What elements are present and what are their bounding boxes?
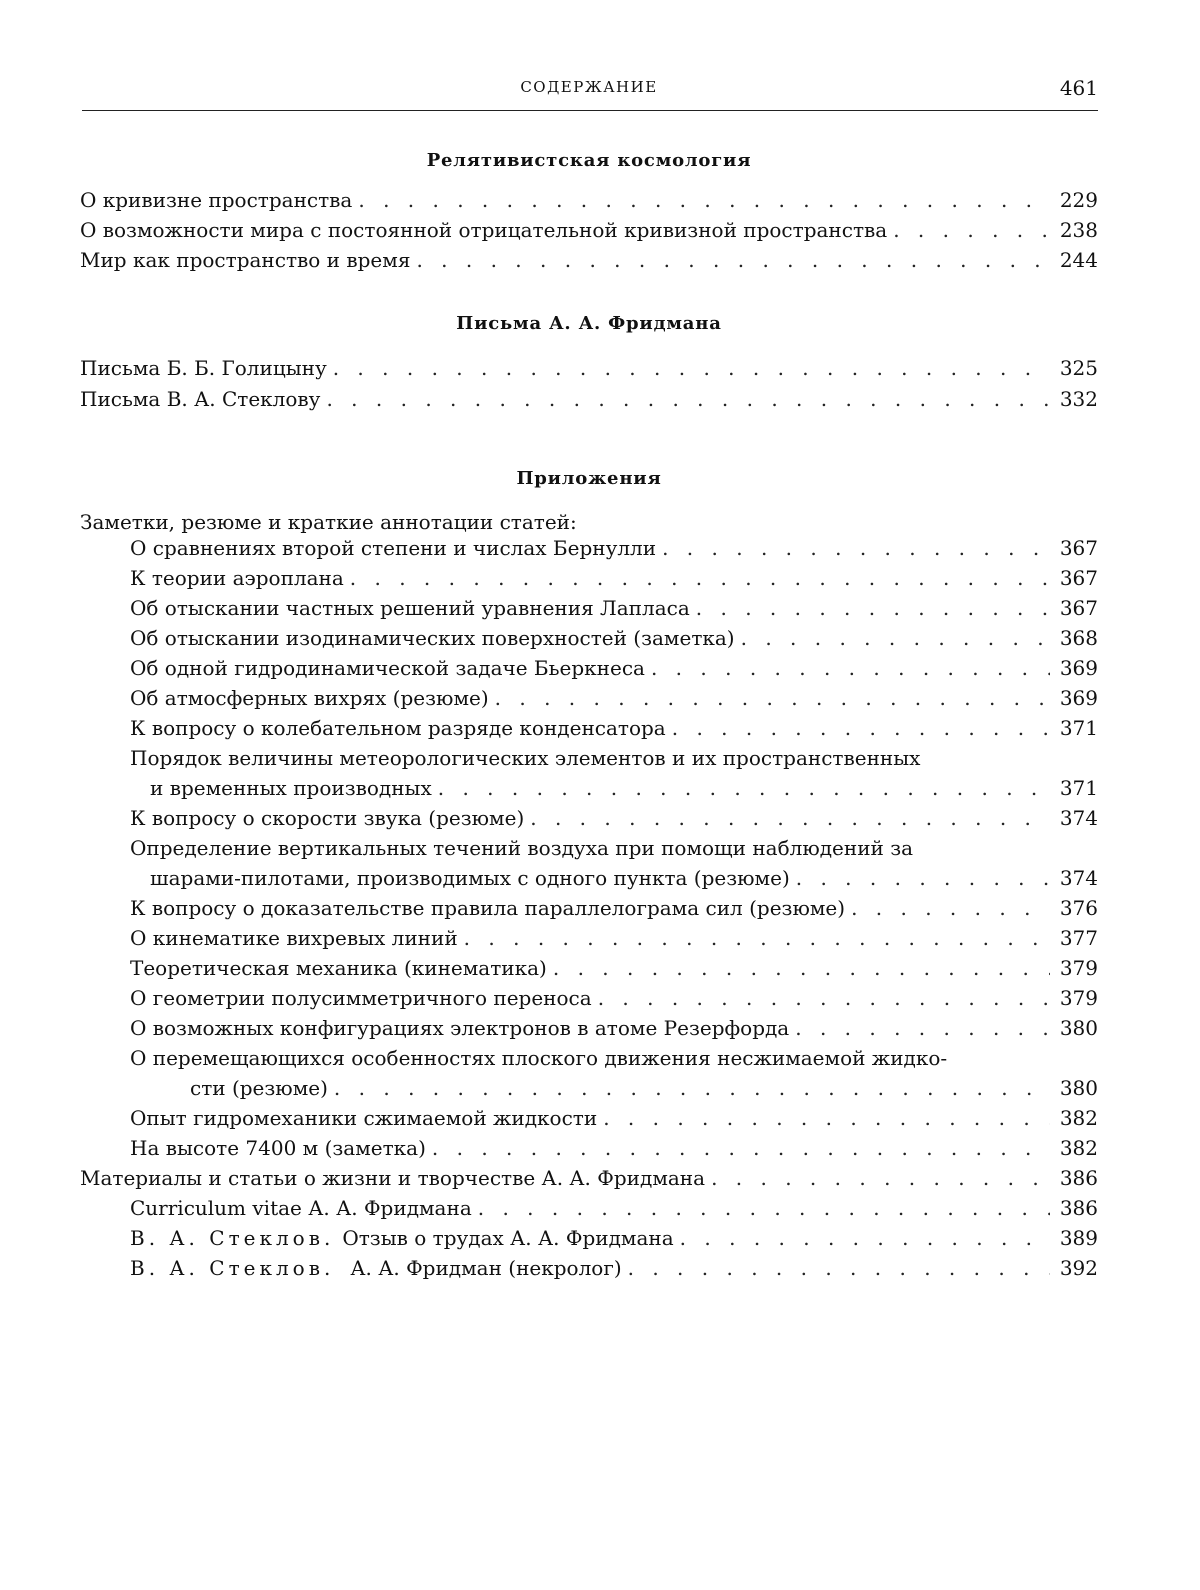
entry-title: О возможных конфигурациях электронов в атоме Резерфорда bbox=[130, 1016, 790, 1040]
dot-leader bbox=[432, 776, 1050, 800]
toc-entry bbox=[130, 1256, 1098, 1286]
entry-page: 379 bbox=[1059, 986, 1098, 1010]
entry-title: На высоте 7400 м (заметка) bbox=[130, 1136, 426, 1160]
entry-page: 382 bbox=[1059, 1106, 1098, 1130]
toc-entry bbox=[80, 188, 1098, 218]
entry-title: К теории аэроплана bbox=[130, 566, 344, 590]
entry-title: Опыт гидромеханики сжимаемой жидкости bbox=[130, 1106, 598, 1130]
entry-page: 389 bbox=[1059, 1226, 1098, 1250]
toc-entry bbox=[130, 656, 1098, 686]
entry-title: Об атмосферных вихрях (резюме) bbox=[130, 686, 489, 710]
entry-page: 229 bbox=[1059, 188, 1098, 212]
entry-page: 374 bbox=[1059, 806, 1098, 830]
toc-entry bbox=[80, 387, 1098, 417]
entry-page: 377 bbox=[1059, 926, 1098, 950]
entry-title: Об отыскании изодинамических поверхностей (заметка) bbox=[130, 626, 735, 650]
toc-entry bbox=[80, 356, 1098, 386]
entry-title: Об одной гидродинамической задаче Бьеркнеса bbox=[130, 656, 645, 680]
dot-leader bbox=[690, 596, 1050, 620]
entry-page: 374 bbox=[1059, 866, 1098, 890]
entry-page: 369 bbox=[1059, 656, 1098, 680]
entry-title: шарами-пилотами, производимых с одного пункта (резюме) bbox=[150, 866, 790, 890]
toc-entry bbox=[130, 686, 1098, 716]
dot-leader bbox=[597, 1106, 1050, 1130]
entry-author: В. А. Стеклов. bbox=[130, 1226, 335, 1250]
toc-entry bbox=[150, 776, 1098, 806]
entry-title: О сравнениях второй степени и числах Бернулли bbox=[130, 536, 657, 560]
entry-title: и временных производных bbox=[150, 776, 432, 800]
toc-entry bbox=[130, 926, 1098, 956]
entry-page: 369 bbox=[1059, 686, 1098, 710]
group-heading: Заметки, резюме и краткие аннотации статей: bbox=[80, 510, 577, 534]
toc-entry bbox=[130, 1016, 1098, 1046]
toc-entry bbox=[130, 626, 1098, 656]
entry-title: Отзыв о трудах А. А. Фридмана bbox=[342, 1226, 674, 1250]
dot-leader bbox=[458, 926, 1050, 950]
entry-title: Curriculum vitae А. А. Фридмана bbox=[130, 1196, 472, 1220]
dot-leader bbox=[410, 248, 1050, 272]
entry-title: О кривизне пространства bbox=[80, 188, 353, 212]
entry-title: К вопросу о доказательстве правила параллелограма сил (резюме) bbox=[130, 896, 846, 920]
toc-entry bbox=[130, 1106, 1098, 1136]
section-heading: Приложения bbox=[516, 468, 662, 489]
dot-leader bbox=[320, 387, 1050, 411]
dot-leader bbox=[705, 1166, 1050, 1190]
dot-leader bbox=[489, 686, 1050, 710]
dot-leader bbox=[328, 1076, 1050, 1100]
entry-page: 367 bbox=[1059, 566, 1098, 590]
dot-leader bbox=[547, 956, 1050, 980]
section-heading: Релятивистская космология bbox=[426, 150, 752, 171]
toc-entry bbox=[130, 896, 1098, 926]
dot-leader bbox=[344, 566, 1050, 590]
dot-leader bbox=[790, 866, 1050, 890]
dot-leader bbox=[845, 896, 1050, 920]
toc-entry bbox=[130, 566, 1098, 596]
dot-leader bbox=[666, 716, 1050, 740]
entry-page: 371 bbox=[1059, 776, 1098, 800]
entry-author: В. А. Стеклов. bbox=[130, 1256, 335, 1280]
entry-title: Письма В. А. Стеклову bbox=[80, 387, 321, 411]
entry-title: К вопросу о колебательном разряде конденсатора bbox=[130, 716, 666, 740]
entry-first-line: Порядок величины метеорологических элементов и их пространственных bbox=[130, 746, 921, 770]
toc-page bbox=[80, 60, 1098, 1280]
entry-title: Об отыскании частных решений уравнения Лапласа bbox=[130, 596, 690, 620]
dot-leader bbox=[674, 1226, 1050, 1250]
entry-page: 380 bbox=[1059, 1076, 1098, 1100]
entry-title: К вопросу о скорости звука (резюме) bbox=[130, 806, 525, 830]
dot-leader bbox=[472, 1196, 1050, 1220]
toc-entry bbox=[150, 866, 1098, 896]
entry-page: 380 bbox=[1059, 1016, 1098, 1040]
toc-entry bbox=[130, 1196, 1098, 1226]
entry-title: О возможности мира с постоянной отрицательной кривизной пространства bbox=[80, 218, 888, 242]
entry-page: 386 bbox=[1059, 1166, 1098, 1190]
dot-leader bbox=[327, 356, 1050, 380]
dot-leader bbox=[524, 806, 1050, 830]
entry-title: Теоретическая механика (кинематика) bbox=[130, 956, 547, 980]
dot-leader bbox=[735, 626, 1050, 650]
dot-leader bbox=[426, 1136, 1050, 1160]
entry-page: 382 bbox=[1059, 1136, 1098, 1160]
dot-leader bbox=[887, 218, 1050, 242]
entry-page: 392 bbox=[1059, 1256, 1098, 1280]
dot-leader bbox=[789, 1016, 1050, 1040]
toc-entry bbox=[130, 716, 1098, 746]
entry-title: О кинематике вихревых линий bbox=[130, 926, 458, 950]
toc-entry bbox=[130, 986, 1098, 1016]
entry-title: Письма Б. Б. Голицыну bbox=[80, 356, 327, 380]
toc-entry bbox=[190, 1076, 1098, 1106]
toc-entry bbox=[80, 218, 1098, 248]
toc-entry bbox=[130, 1226, 1098, 1256]
running-head bbox=[80, 60, 1098, 104]
entry-title: О геометрии полусимметричного переноса bbox=[130, 986, 592, 1010]
entry-page: 367 bbox=[1059, 536, 1098, 560]
entry-page: 379 bbox=[1059, 956, 1098, 980]
entry-first-line: Определение вертикальных течений воздуха при помощи наблюдений за bbox=[130, 836, 914, 860]
toc-entry bbox=[130, 596, 1098, 626]
entry-page: 386 bbox=[1059, 1196, 1098, 1220]
toc-entry bbox=[130, 956, 1098, 986]
entry-title: Мир как пространство и время bbox=[80, 248, 411, 272]
page-number: 461 bbox=[1059, 76, 1098, 100]
toc-entry bbox=[80, 248, 1098, 278]
entry-page: 332 bbox=[1059, 387, 1098, 411]
dot-leader bbox=[622, 1256, 1050, 1280]
entry-title: сти (резюме) bbox=[190, 1076, 328, 1100]
entry-page: 368 bbox=[1059, 626, 1098, 650]
dot-leader bbox=[592, 986, 1050, 1010]
header-rule bbox=[82, 110, 1098, 111]
dot-leader bbox=[352, 188, 1050, 212]
entry-title: А. А. Фридман (некролог) bbox=[350, 1256, 622, 1280]
entry-page: 367 bbox=[1059, 596, 1098, 620]
entry-page: 238 bbox=[1059, 218, 1098, 242]
toc-entry bbox=[130, 806, 1098, 836]
entry-page: 371 bbox=[1059, 716, 1098, 740]
entry-first-line: О перемещающихся особенностях плоского движения несжимаемой жидко- bbox=[130, 1046, 948, 1070]
entry-title: Материалы и статьи о жизни и творчестве А. А. Фридмана bbox=[80, 1166, 706, 1190]
running-title: СОДЕРЖАНИЕ bbox=[520, 78, 658, 96]
section-heading: Письма А. А. Фридмана bbox=[456, 313, 722, 334]
entry-page: 325 bbox=[1059, 356, 1098, 380]
toc-entry bbox=[80, 1166, 1098, 1196]
dot-leader bbox=[656, 536, 1050, 560]
toc-entry bbox=[130, 536, 1098, 566]
entry-page: 244 bbox=[1059, 248, 1098, 272]
toc-entry bbox=[130, 1136, 1098, 1166]
dot-leader bbox=[645, 656, 1050, 680]
entry-page: 376 bbox=[1059, 896, 1098, 920]
